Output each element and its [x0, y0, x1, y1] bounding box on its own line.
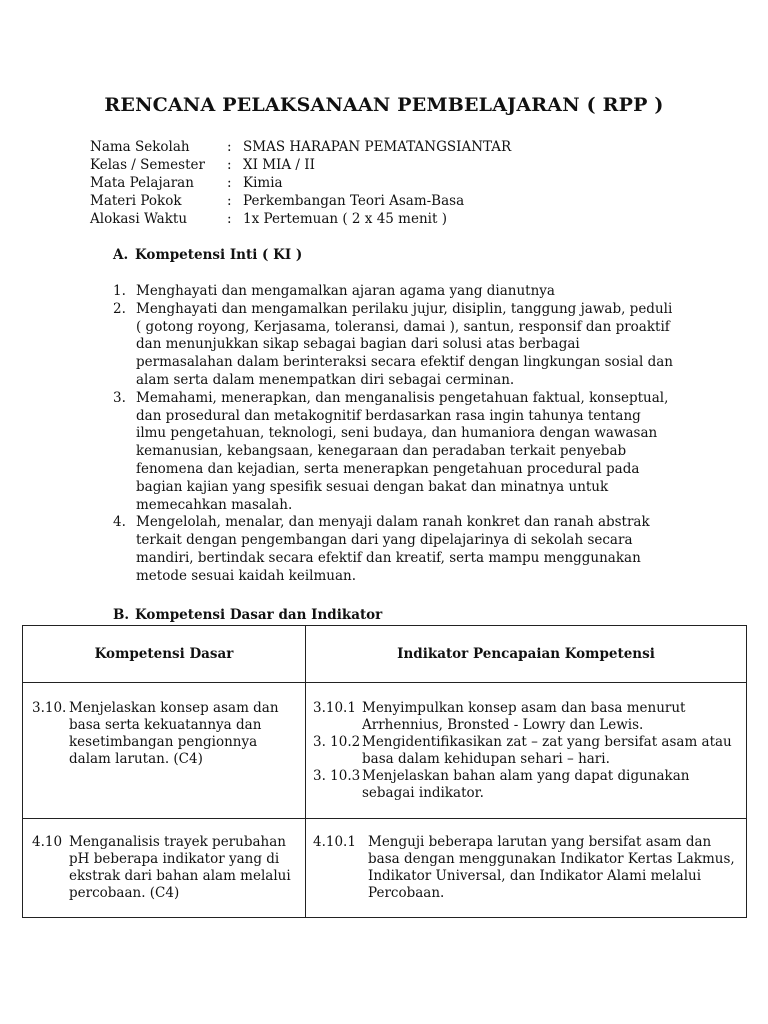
indicator-item — [313, 734, 737, 768]
list-number: 4. — [113, 514, 126, 531]
list-item — [113, 283, 673, 301]
indicator-number: 3. 10.2 — [313, 734, 361, 750]
list-number: 2. — [113, 300, 126, 317]
meta-value: Kimia — [243, 175, 283, 191]
indicator-number: 4.10.1 — [313, 834, 356, 850]
list-text: Mengelolah, menalar, dan menyaji dalam ranah konkret dan ranah abstrak terkait dengan pengembangan dari yang dipelajarinya di sekolah secara mandiri, bertindak secara efektif dan kreatif, serta mampu menggunakan metode sesuai kaidah keilmuan. — [136, 514, 650, 584]
meta-value: SMAS HARAPAN PEMATANGSIANTAR — [243, 139, 512, 155]
meta-value: Perkembangan Teori Asam-Basa — [243, 193, 465, 209]
indicator-cell — [306, 819, 747, 918]
meta-label: Alokasi Waktu — [90, 211, 188, 227]
indicator-item — [313, 700, 737, 734]
meta-value: XI MIA / II — [243, 157, 315, 173]
meta-separator: : — [227, 193, 232, 209]
indicator-list — [307, 820, 745, 902]
table-row — [23, 683, 747, 819]
indicator-text: Menguji beberapa larutan yang bersifat asam dan basa dengan menggunakan Indikator Kertas Lakmus, Indikator Universal, dan Indikator Alami melalui Percobaan. — [368, 834, 735, 901]
list-item — [113, 390, 673, 515]
indicator-item — [313, 768, 737, 802]
section-heading-ki — [113, 247, 302, 263]
meta-value: 1x Pertemuan ( 2 x 45 menit ) — [243, 211, 447, 227]
table-header-row — [23, 626, 747, 683]
kd-cell — [23, 683, 306, 819]
kd-number: 3.10. — [32, 700, 67, 716]
list-number: 1. — [113, 283, 126, 299]
meta-label: Nama Sekolah — [90, 139, 190, 155]
meta-row-subject — [90, 174, 511, 192]
meta-separator: : — [227, 175, 232, 191]
indicator-number: 3.10.1 — [313, 700, 356, 716]
indicator-text: Menyimpulkan konsep asam dan basa menurut Arrhennius, Bronsted - Lowry dan Lewis. — [362, 700, 686, 733]
meta-label: Materi Pokok — [90, 193, 182, 209]
list-item — [113, 301, 673, 390]
kd-number: 4.10 — [32, 834, 63, 850]
kd-text: Menganalisis trayek perubahan pH beberapa indikator yang di ekstrak dari bahan alam melalui percobaan. (C4) — [69, 834, 291, 901]
list-text: Memahami, menerapkan, dan menganalisis pengetahuan faktual, konseptual, dan prosedural dan metakognitif berdasarkan rasa ingin tahunya tentang ilmu pengetahuan, teknologi, seni budaya, dan humaniora dengan wawasan kemanusian, kebangsaan, kenegaraan dan peradaban terkait penyebab fenomena dan kejadian, serta menerapkan pengetahuan procedural pada bagian kajian yang spesifik sesuai dengan bakat dan minatnya untuk memecahkan masalah. — [136, 389, 669, 513]
list-text: Menghayati dan mengamalkan ajaran agama yang dianutnya — [136, 283, 555, 299]
section-title: Kompetensi Inti ( KI ) — [135, 247, 303, 263]
list-item — [113, 514, 673, 585]
section-letter: A. — [113, 247, 129, 263]
indicator-number: 3. 10.3 — [313, 768, 361, 784]
indicator-text: Mengidentifikasikan zat – zat yang bersifat asam atau basa dalam kehidupan sehari – hari. — [362, 734, 732, 767]
meta-separator: : — [227, 211, 232, 227]
indicator-cell — [306, 683, 747, 819]
column-header-indicator: Indikator Pencapaian Kompetensi — [306, 626, 747, 683]
meta-row-class — [90, 156, 511, 174]
indicator-item — [313, 834, 737, 902]
identity-block — [90, 138, 511, 228]
ki-list — [113, 283, 673, 586]
section-title: Kompetensi Dasar dan Indikator — [135, 607, 383, 623]
list-number: 3. — [113, 389, 126, 406]
meta-row-time — [90, 210, 511, 228]
section-letter: B. — [113, 607, 130, 623]
indicator-text: Menjelaskan bahan alam yang dapat digunakan sebagai indikator. — [362, 768, 690, 801]
section-heading-kd — [113, 607, 382, 623]
meta-row-school — [90, 138, 511, 156]
competency-table — [22, 625, 747, 918]
kd-entry — [24, 820, 304, 902]
indicator-list — [307, 684, 745, 802]
meta-separator: : — [227, 139, 232, 155]
table-row — [23, 819, 747, 918]
list-text: Menghayati dan mengamalkan perilaku jujur, disiplin, tanggung jawab, peduli ( gotong royong, Kerjasama, toleransi, damai ), santun, responsif dan proaktif dan menunjukkan sikap sebagai bagian dari solusi atas berbagai permasalahan dalam berinteraksi secara efektif dengan lingkungan sosial dan alam serta dalam menempatkan diri sebagai cerminan. — [136, 300, 673, 388]
meta-separator: : — [227, 157, 232, 173]
meta-label: Mata Pelajaran — [90, 175, 194, 191]
kd-entry — [24, 684, 304, 768]
kd-cell — [23, 819, 306, 918]
column-header-kd: Kompetensi Dasar — [23, 626, 306, 683]
kd-text: Menjelaskan konsep asam dan basa serta kekuatannya dan kesetimbangan pengionnya dalam larutan. (C4) — [69, 700, 279, 767]
meta-label: Kelas / Semester — [90, 157, 205, 173]
meta-row-topic — [90, 192, 511, 210]
document-title: RENCANA PELAKSANAAN PEMBELAJARAN ( RPP ) — [104, 94, 664, 116]
